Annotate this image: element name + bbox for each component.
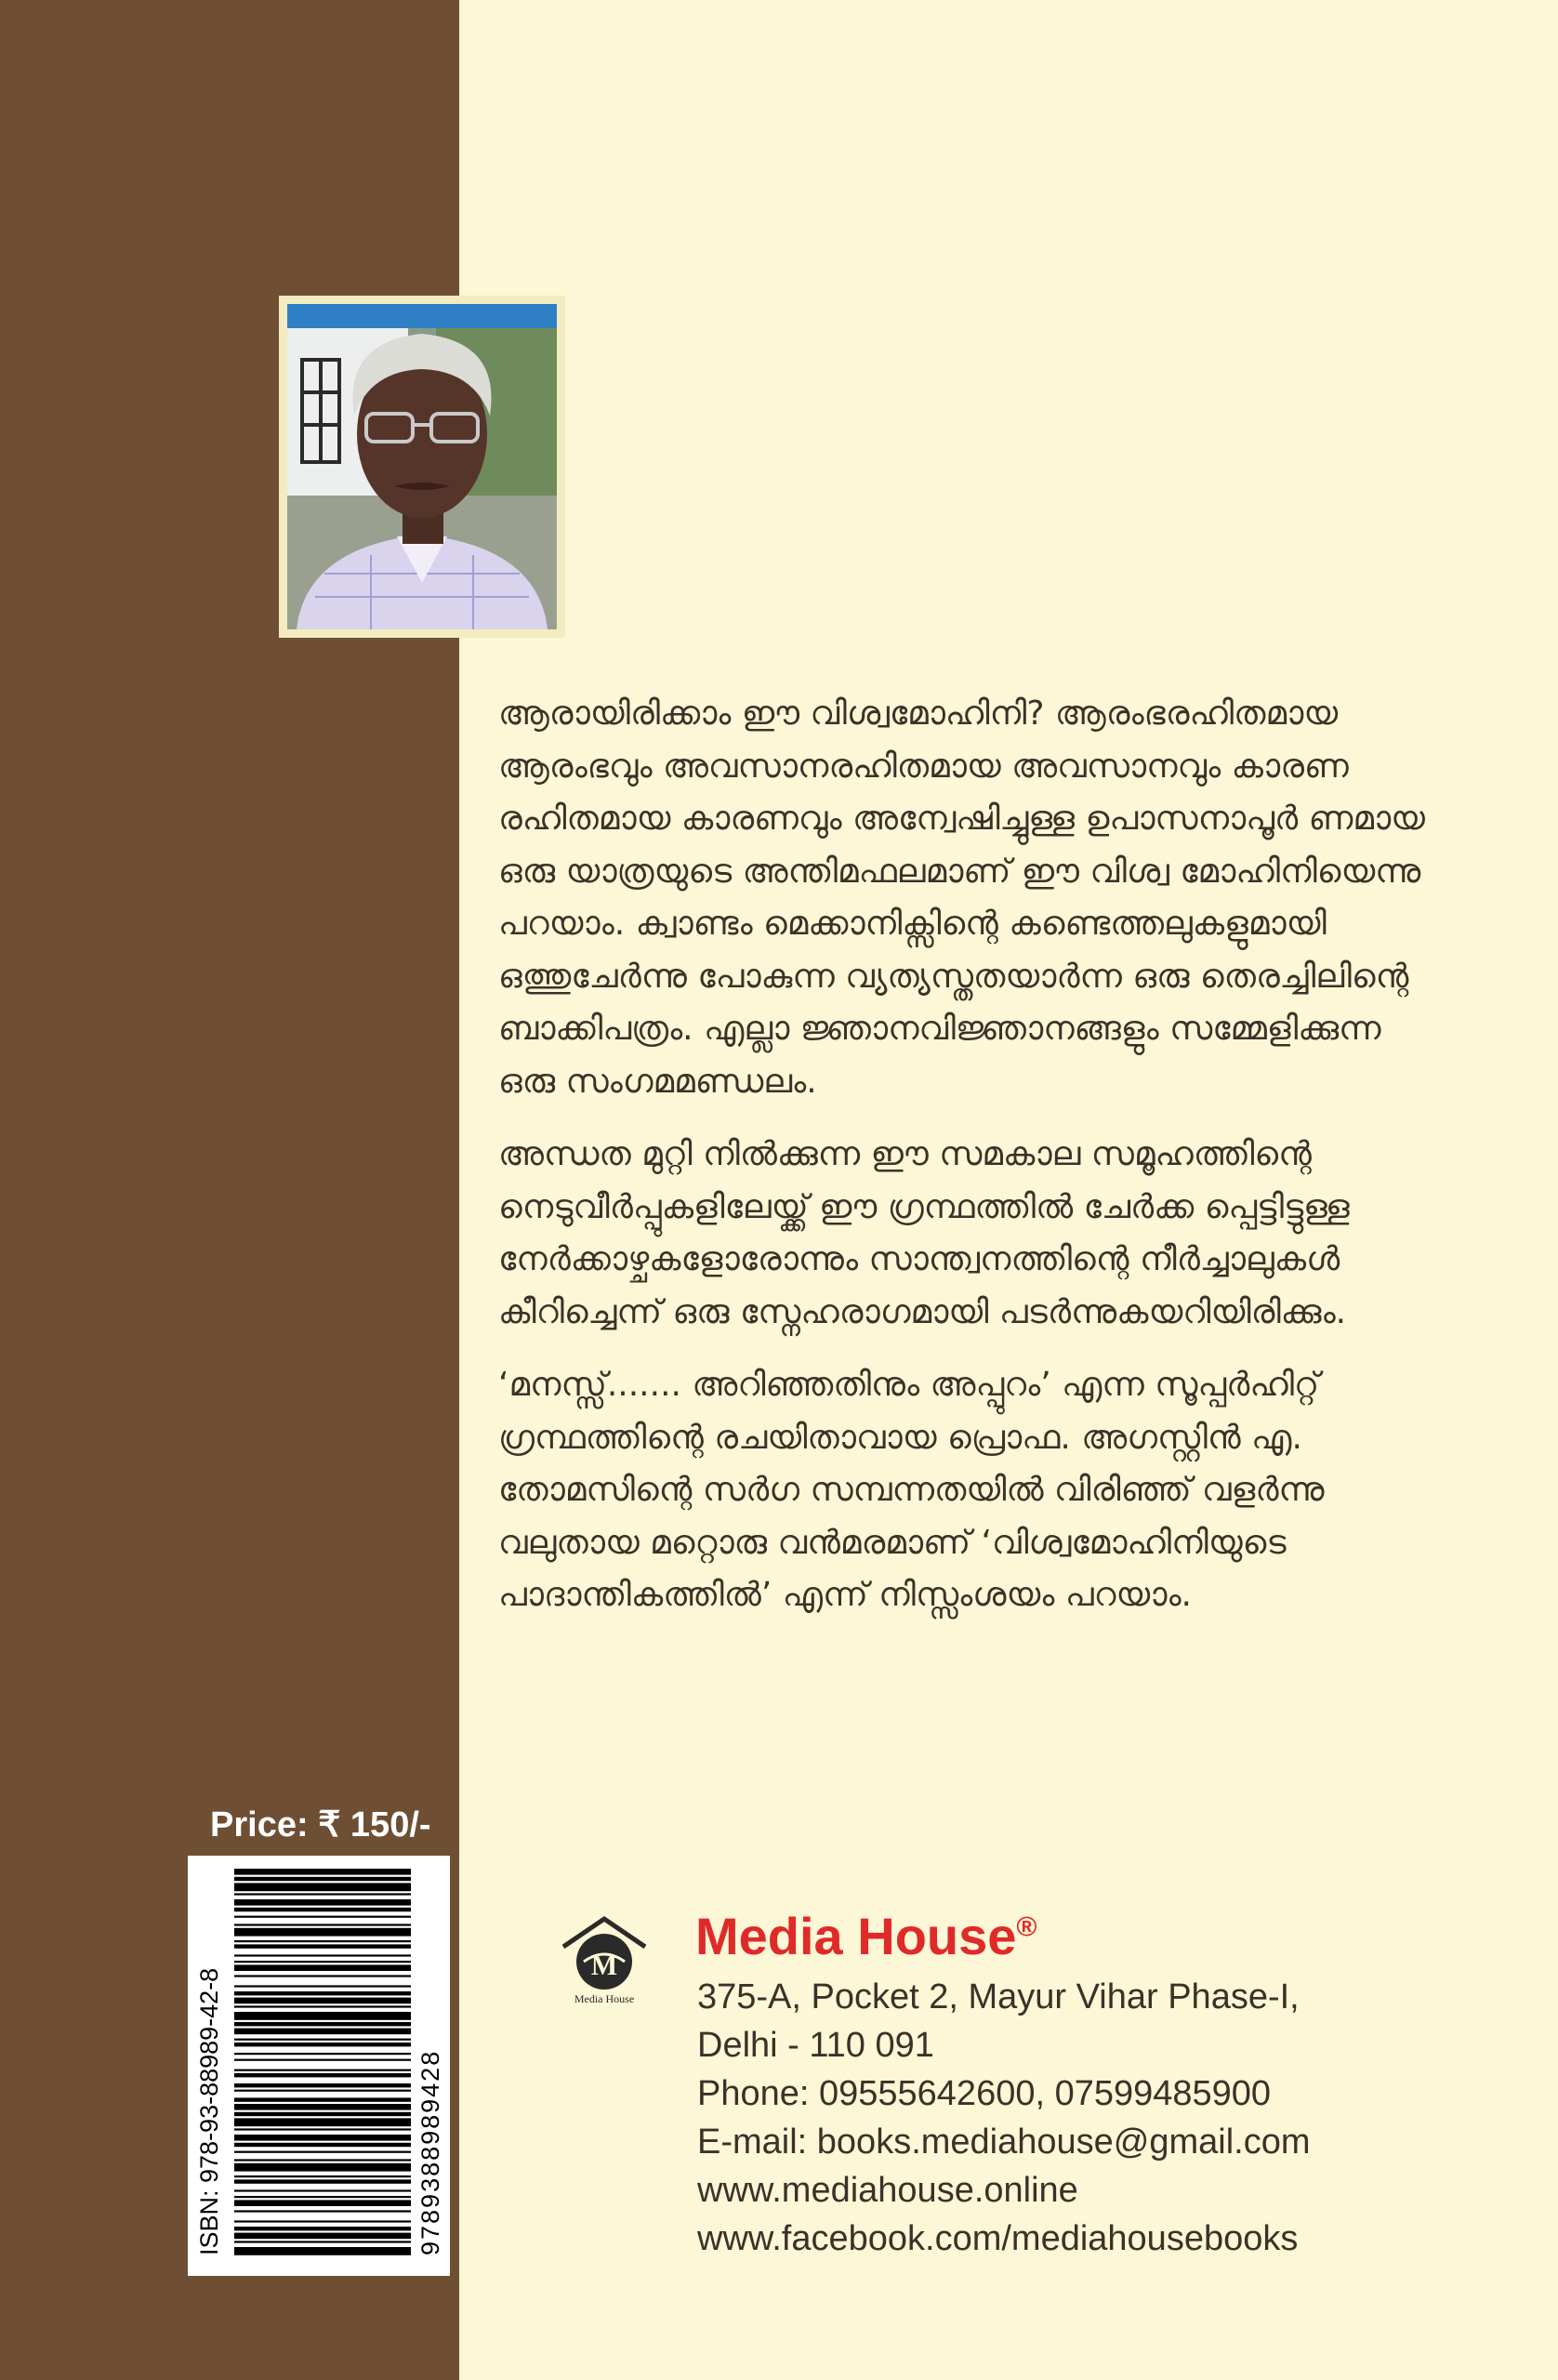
publisher-phone: Phone: 09555642600, 07599485900 xyxy=(697,2074,1272,2113)
barcode-bar xyxy=(234,2022,411,2026)
publisher-email: E-mail: books.mediahouse@gmail.com xyxy=(697,2122,1311,2162)
barcode-bar xyxy=(234,2189,411,2191)
blurb-paragraph-2: അന്ധത മുറ്റി നിൽക്കുന്ന ഈ സമകാല സമൂഹത്തിന്റെ നെടുവീർപ്പുകളിലേയ്ക്ക് ഈ ഗ്രന്ഥത്തിൽ ചേർക്ക പ്പെട്ടിട്ടുള്ള നേർക്കാഴ്ചകളോരോന്നും സാന്ത്വനത്തിന്റെ നീർച്ചാലുകൾ കീറിച്ചെന്ന് ഒരു സ്നേഹരാഗമായി പടർന്നുകയറിയിരിക്കും. xyxy=(498,1135,1350,1331)
blurb-paragraph-3: ‘മനസ്സ്....... അറിഞ്ഞതിനും അപ്പുറം’ എന്ന സൂപ്പർഹിറ്റ് ഗ്രന്ഥത്തിന്റെ രചയിതാവായ പ്രൊഫ. അഗസ്റ്റിൻ എ. തോമസിന്റെ സർഗ സമ്പന്നതയിൽ വിരിഞ്ഞ് വളർന്നു വലുതായ മറ്റൊരു വൻമരമാണ് ‘വിശ്വമോഹിനിയുടെ പാദാന്തികത്തിൽ’ എന്ന് നിസ്സംശയം പറയാം. xyxy=(498,1366,1325,1614)
barcode-bar xyxy=(234,2069,411,2071)
barcode-bar xyxy=(234,1924,411,1925)
barcode-box xyxy=(188,1856,450,2276)
barcode-bar xyxy=(234,1944,411,1948)
barcode-bar xyxy=(234,2059,411,2061)
barcode-bar xyxy=(234,1916,411,1918)
barcode-bar xyxy=(234,2083,411,2087)
barcode-bars xyxy=(234,1869,411,2255)
barcode-bar xyxy=(234,2012,411,2020)
barcode-bar xyxy=(234,2241,411,2242)
publisher-address-line-2: Delhi - 110 091 xyxy=(697,2026,934,2065)
publisher-address-line-1: 375-A, Pocket 2, Mayur Vihar Phase-I, xyxy=(697,1977,1300,2016)
barcode-bar xyxy=(234,2159,411,2161)
price-tag xyxy=(210,1804,431,1845)
barcode-bar xyxy=(234,2200,411,2206)
barcode-bar xyxy=(234,2179,411,2183)
barcode-bar xyxy=(234,2233,411,2240)
barcode-bar xyxy=(234,2151,411,2153)
barcode-bar xyxy=(234,1869,411,1875)
isbn-text: ISBN: 978-93-88989-42-8 xyxy=(195,1967,223,2255)
barcode-bar xyxy=(234,2053,411,2055)
barcode-bar xyxy=(234,1991,411,1995)
publisher-name-text: Media House xyxy=(695,1907,1017,1965)
barcode-bar xyxy=(234,2135,411,2141)
barcode-bar xyxy=(234,2005,411,2007)
barcode-bar xyxy=(234,2039,411,2041)
barcode-bar xyxy=(234,2073,411,2077)
publisher-logo-icon xyxy=(556,1910,653,2006)
barcode-bar xyxy=(234,1908,411,1911)
barcode-bar xyxy=(234,1985,411,1987)
barcode-bar xyxy=(234,2029,411,2035)
barcode-bar xyxy=(234,1975,411,1977)
author-photo xyxy=(287,304,557,629)
barcode-bar xyxy=(234,2143,411,2147)
publisher-name xyxy=(695,1906,1037,1966)
publisher-logo-text: Media House xyxy=(574,1992,635,2005)
publisher-website: www.mediahouse.online xyxy=(697,2171,1078,2210)
blurb-paragraph-1: ആരായിരിക്കാം ഈ വിശ്വമോഹിനി? ആരംഭരഹിതമായ ആരംഭവും അവസാനരഹിതമായ അവസാനവും കാരണ രഹിതമായ കാരണവും അന്വേഷിച്ചുള്ള ഉപാസനാപൂർ ണമായ ഒരു യാത്രയുടെ അന്തിമഫലമാണ് ഈ വിശ്വ മോഹിനിയെന്നു പറയാം. ക്വാണ്ടം മെക്കാനിക്സിന്റെ കണ്ടെത്തലുകളുമായി ഒത്തുചേർന്നു പോകുന്ന വ്യത്യസ്തതയാർന്ന ഒരു തെരച്ചിലിന്റെ ബാക്കിപത്രം. എല്ലാ ജ്ഞാനവിജ്ഞാനങ്ങളും സമ്മേളിക്കുന്ന ഒരു സംഗമമണ്ഡലം. xyxy=(498,694,1425,1101)
price-label: Price: xyxy=(210,1805,309,1844)
barcode-bar xyxy=(234,2090,411,2092)
barcode-bar xyxy=(234,2210,411,2212)
barcode-bar xyxy=(234,2128,411,2130)
barcode-bar xyxy=(234,1961,411,1963)
registered-mark: ® xyxy=(1016,1911,1037,1943)
barcode-bar xyxy=(234,1940,411,1942)
barcode-bar xyxy=(234,2196,411,2198)
barcode-bar xyxy=(234,1928,411,1937)
barcode xyxy=(188,1856,450,2276)
author-photo-frame xyxy=(279,296,565,638)
price-value: ₹ 150/- xyxy=(318,1805,431,1844)
barcode-bar xyxy=(234,2175,411,2177)
barcode-bar xyxy=(234,1893,411,1895)
barcode-bar xyxy=(234,2163,411,2172)
barcode-bar xyxy=(234,2220,411,2222)
barcode-bar xyxy=(234,1899,411,1906)
barcode-bar xyxy=(234,2227,411,2230)
barcode-bar xyxy=(234,2118,411,2126)
blurb-text xyxy=(498,688,1428,1643)
barcode-bar xyxy=(234,2104,411,2110)
barcode-bar xyxy=(234,2043,411,2046)
barcode-bar xyxy=(234,1964,411,1971)
barcode-bar xyxy=(234,2112,411,2116)
svg-text:M: M xyxy=(590,1950,618,1981)
publisher-facebook: www.facebook.com/mediahousebooks xyxy=(697,2219,1299,2258)
barcode-digits: 9789388989428 xyxy=(416,2049,444,2255)
barcode-bar xyxy=(234,1877,411,1881)
publisher-contact xyxy=(697,1973,1311,2263)
barcode-bar xyxy=(234,1998,411,2004)
barcode-bar xyxy=(234,2247,411,2255)
barcode-bar xyxy=(234,1954,411,1956)
barcode-bar xyxy=(234,2097,411,2101)
barcode-bar xyxy=(234,1883,411,1891)
